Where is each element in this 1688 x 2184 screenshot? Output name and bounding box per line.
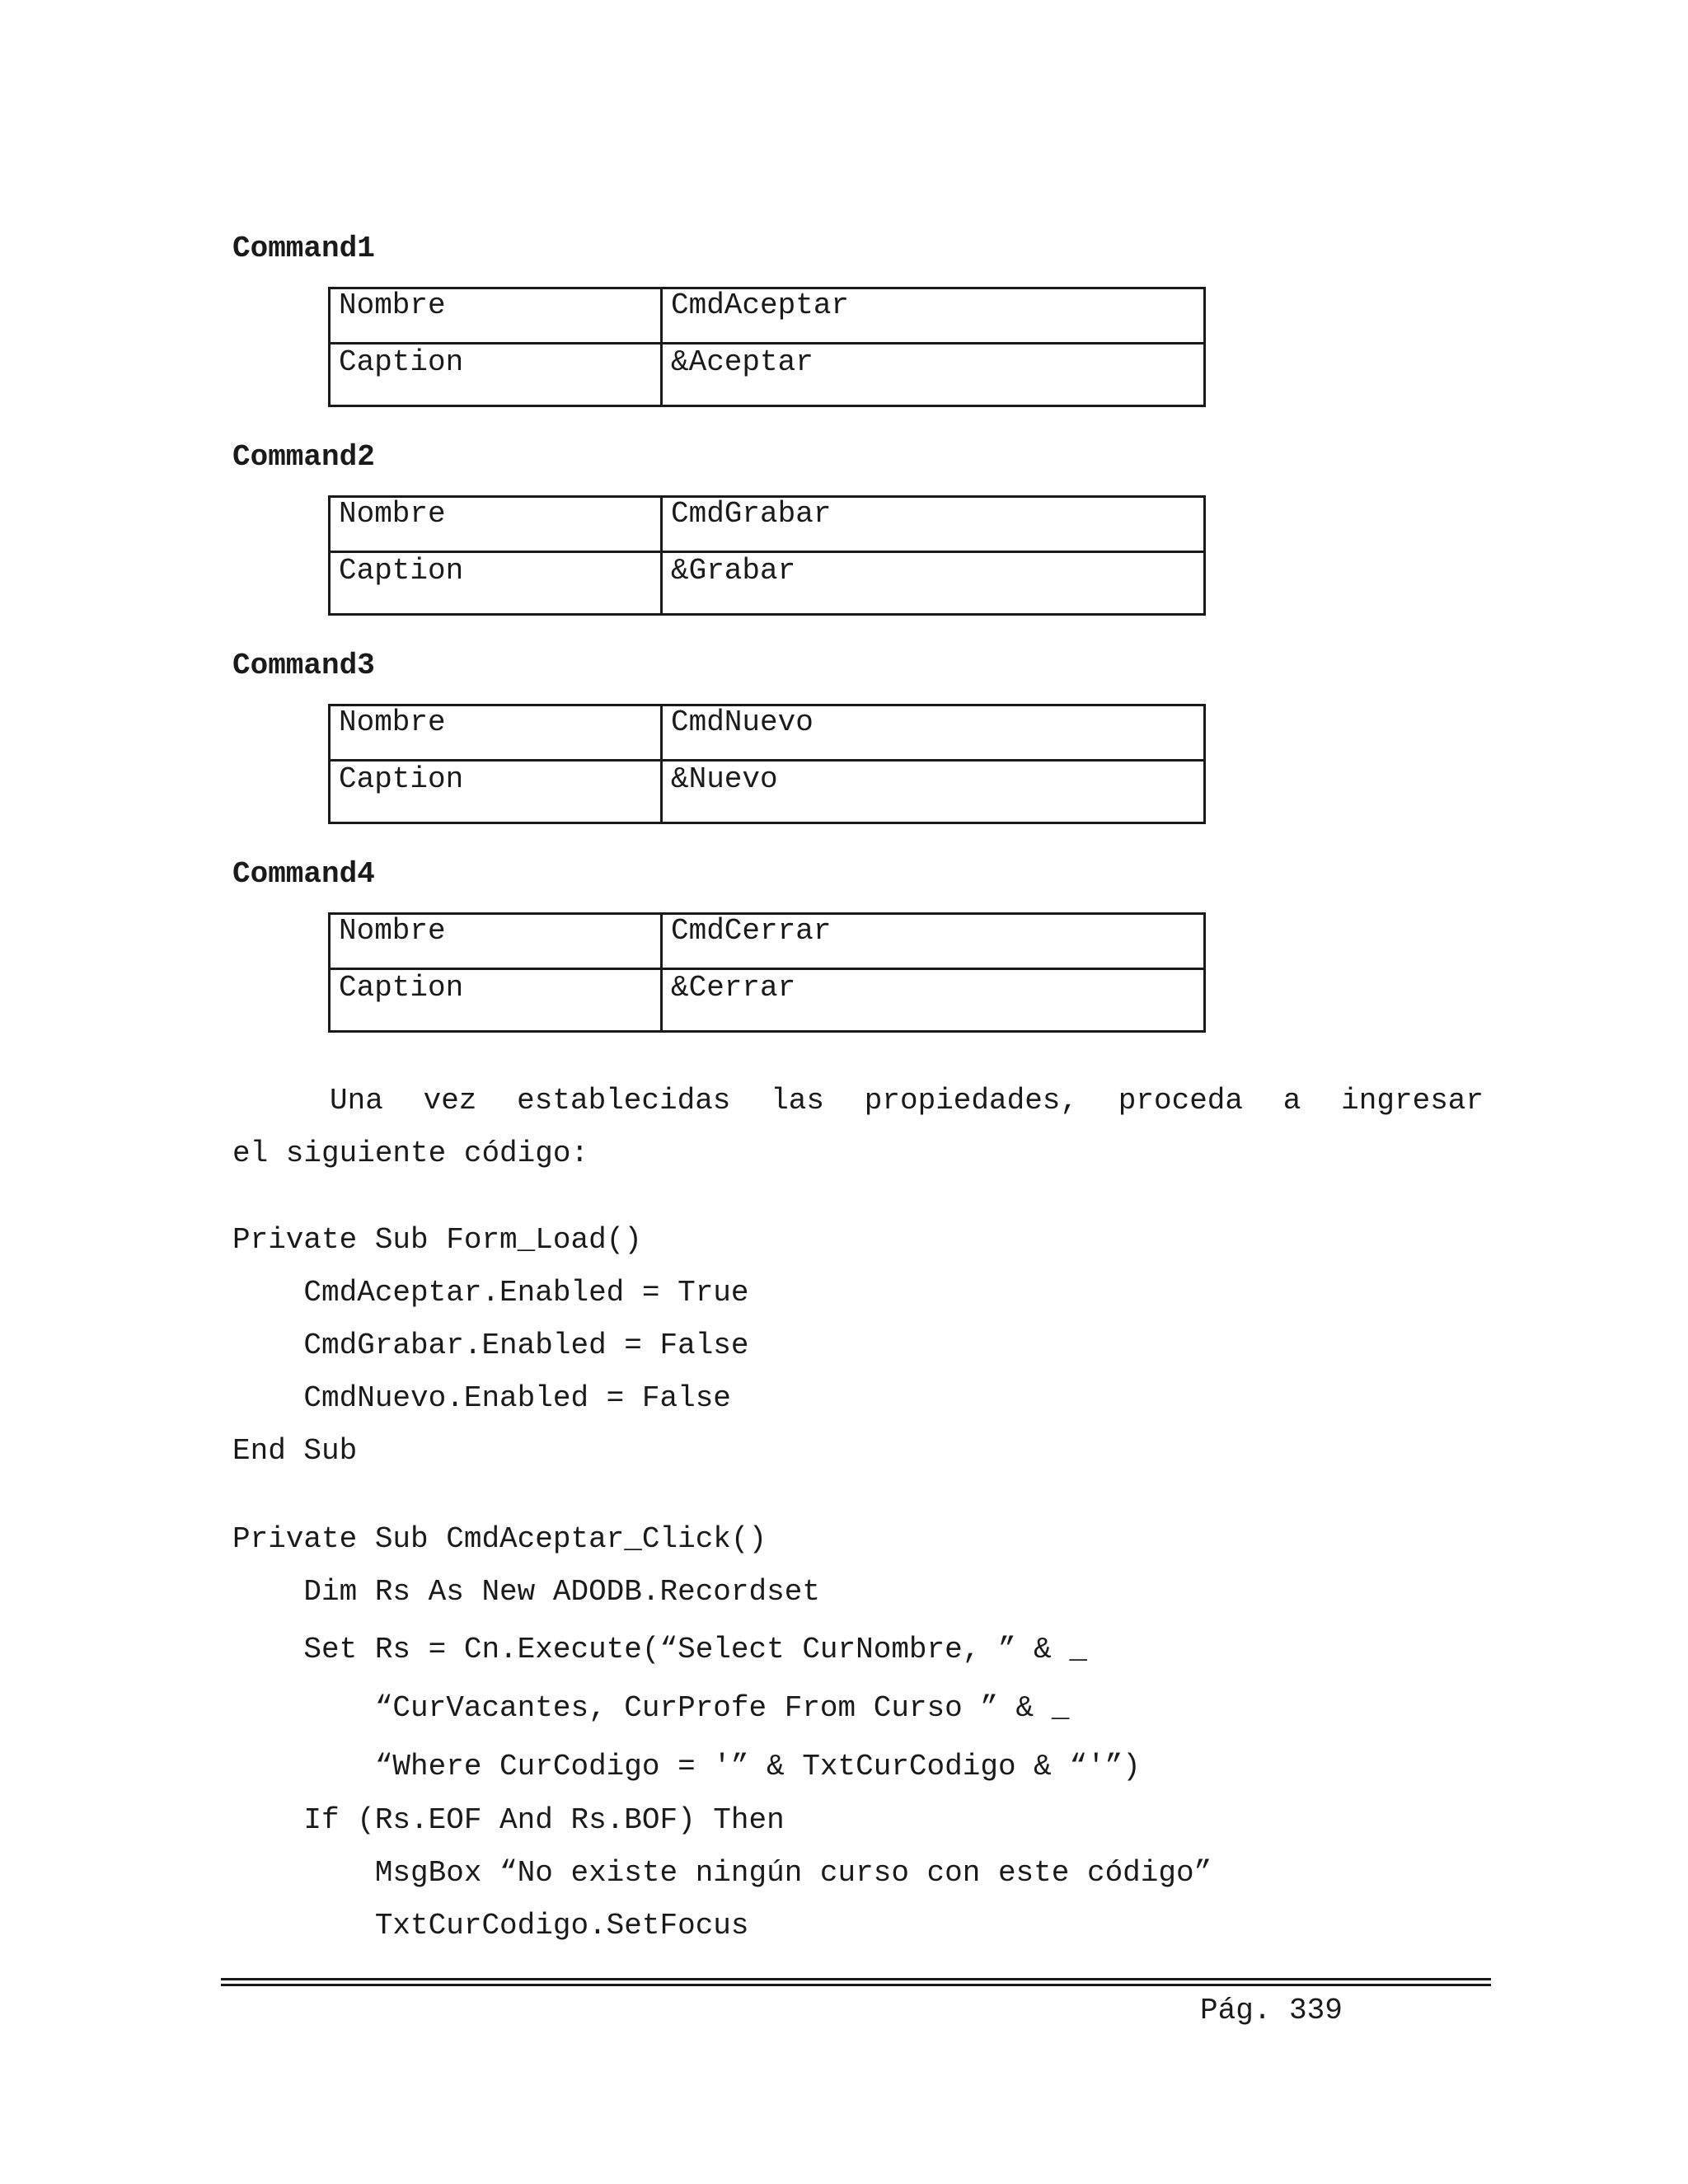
property-name-cell: Caption xyxy=(330,344,662,406)
property-name-cell: Nombre xyxy=(330,288,662,344)
paragraph-line: el siguiente código: xyxy=(232,1137,589,1170)
property-name-cell: Caption xyxy=(330,552,662,615)
property-name-cell: Nombre xyxy=(330,497,662,552)
code-line: Dim Rs As New ADODB.Recordset xyxy=(232,1575,820,1609)
property-value-cell: CmdCerrar xyxy=(662,914,1205,969)
property-name-cell: Caption xyxy=(330,761,662,823)
table-row xyxy=(330,552,1205,615)
property-value-cell: &Nuevo xyxy=(662,761,1205,823)
page-number: Pág. 339 xyxy=(1200,1994,1343,2027)
code-line: MsgBox “No existe ningún curso con este código” xyxy=(232,1856,1212,1890)
code-line: Set Rs = Cn.Execute(“Select CurNombre, ” & _ xyxy=(232,1633,1087,1666)
property-value-cell: &Cerrar xyxy=(662,969,1205,1032)
instruction-paragraph xyxy=(232,1075,1484,1180)
footer-divider xyxy=(221,1984,1491,1986)
property-value-cell: &Grabar xyxy=(662,552,1205,615)
command3-heading: Command3 xyxy=(232,649,375,682)
command4-properties-table xyxy=(328,912,1206,1033)
command3-properties-table xyxy=(328,704,1206,824)
table-row xyxy=(330,761,1205,823)
property-name-cell: Nombre xyxy=(330,914,662,969)
table-row xyxy=(330,969,1205,1032)
code-line: Private Sub CmdAceptar_Click() xyxy=(232,1522,767,1556)
property-name-cell: Nombre xyxy=(330,705,662,761)
property-value-cell: &Aceptar xyxy=(662,344,1205,406)
code-line: CmdNuevo.Enabled = False xyxy=(232,1381,731,1415)
code-line: CmdGrabar.Enabled = False xyxy=(232,1329,749,1362)
table-row xyxy=(330,497,1205,552)
table-row xyxy=(330,344,1205,406)
paragraph-line: Una vez establecidas las propiedades, proceda a ingresar xyxy=(330,1084,1484,1118)
code-line: “Where CurCodigo = '” & TxtCurCodigo & “'”) xyxy=(232,1750,1141,1783)
property-value-cell: CmdGrabar xyxy=(662,497,1205,552)
property-value-cell: CmdAceptar xyxy=(662,288,1205,344)
command2-heading: Command2 xyxy=(232,440,375,474)
table-row xyxy=(330,914,1205,969)
code-line: End Sub xyxy=(232,1434,358,1468)
property-name-cell: Caption xyxy=(330,969,662,1032)
code-line: TxtCurCodigo.SetFocus xyxy=(232,1909,749,1943)
code-line: If (Rs.EOF And Rs.BOF) Then xyxy=(232,1803,785,1837)
table-row xyxy=(330,288,1205,344)
code-line: Private Sub Form_Load() xyxy=(232,1223,642,1257)
command1-heading: Command1 xyxy=(232,232,375,265)
code-line: “CurVacantes, CurProfe From Curso ” & _ xyxy=(232,1691,1070,1725)
code-line: CmdAceptar.Enabled = True xyxy=(232,1276,749,1310)
command1-properties-table xyxy=(328,287,1206,407)
command2-properties-table xyxy=(328,495,1206,616)
table-row xyxy=(330,705,1205,761)
command4-heading: Command4 xyxy=(232,857,375,891)
footer-divider xyxy=(221,1978,1491,1980)
property-value-cell: CmdNuevo xyxy=(662,705,1205,761)
